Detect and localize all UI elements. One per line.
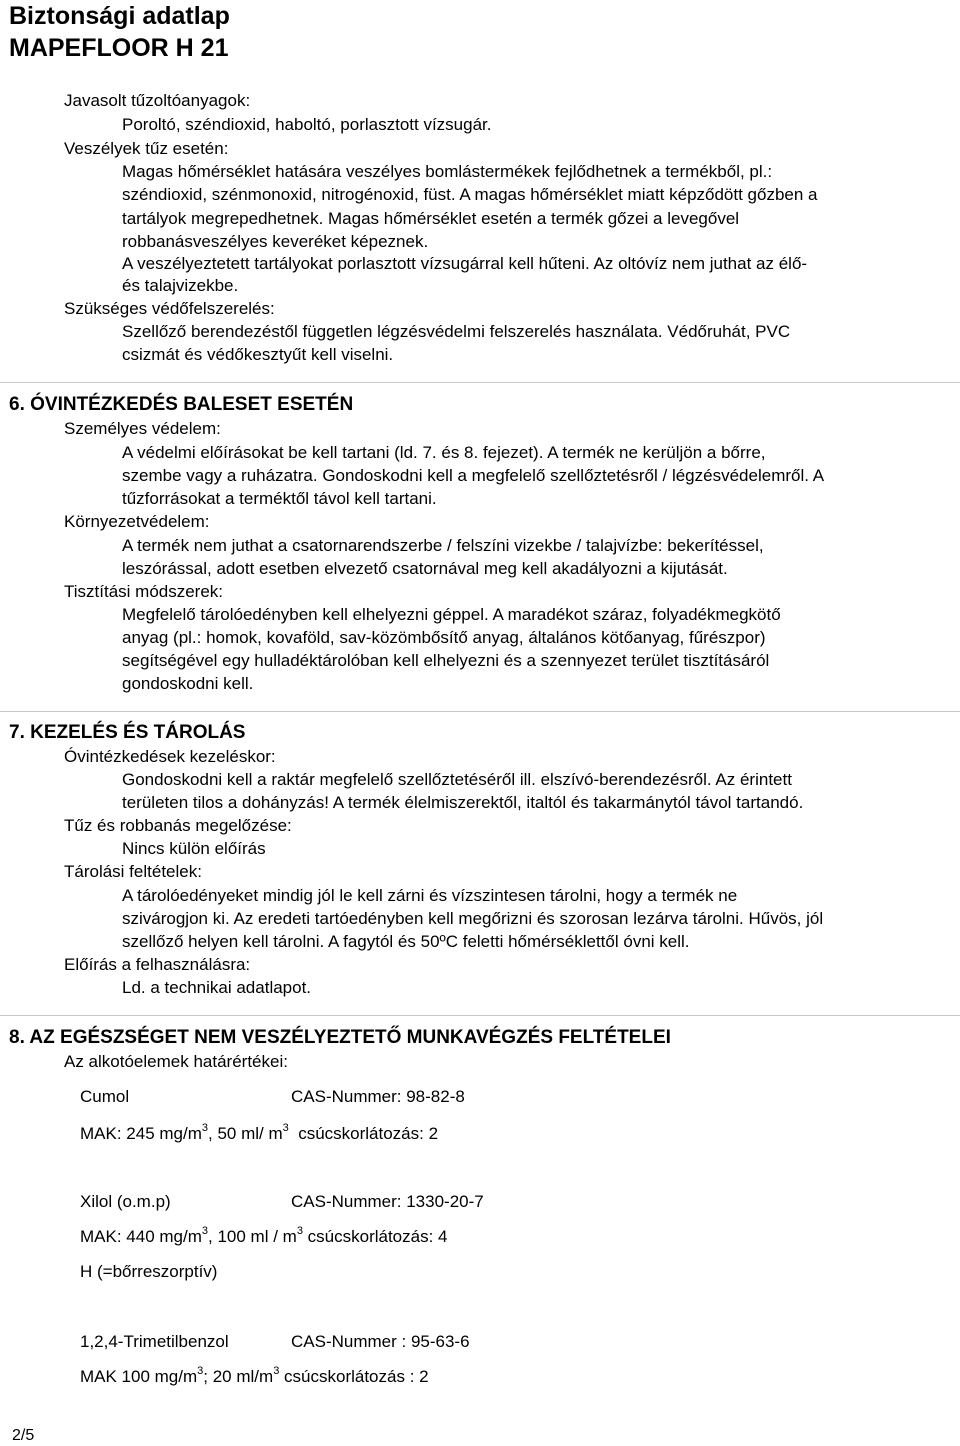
handling-precautions-line: területen tilos a dohányzás! A termék élelmiszerektől, italtól és takarmánytól távol tartandó. bbox=[122, 793, 804, 812]
fire-hazards-line: robbanásveszélyes keveréket képeznek. bbox=[122, 232, 429, 251]
section-8-title: 8. AZ EGÉSZSÉGET NEM VESZÉLYEZTETŐ MUNKAVÉGZÉS FELTÉTELEI bbox=[9, 1027, 671, 1048]
handling-precautions-line: Gondoskodni kell a raktár megfelelő szellőztetéséről ill. elszívó-berendezésről. Az érintett bbox=[122, 770, 792, 789]
fire-hazards-line: és talajvizekbe. bbox=[122, 276, 239, 295]
protective-equipment-line: Szellőző berendezéstől független légzésvédelmi felszerelés használata. Védőruhát, PVC bbox=[122, 322, 791, 341]
protective-equipment-label: Szükséges védőfelszerelés: bbox=[64, 299, 275, 318]
cleaning-methods-line: Megfelelő tárolóedényben kell elhelyezni géppel. A maradékot száraz, folyadékmegkötő bbox=[122, 605, 781, 624]
chemical-cas: CAS-Nummer: 1330-20-7 bbox=[291, 1192, 484, 1211]
chemical-name: Cumol bbox=[80, 1087, 130, 1106]
section-6-title: 6. ÓVINTÉZKEDÉS BALESET ESETÉN bbox=[9, 394, 354, 415]
section-7-title: 7. KEZELÉS ÉS TÁROLÁS bbox=[9, 722, 246, 743]
fire-hazards-label: Veszélyek tűz esetén: bbox=[64, 139, 229, 158]
personal-protection-label: Személyes védelem: bbox=[64, 419, 221, 438]
handling-precautions-label: Óvintézkedések kezeléskor: bbox=[64, 747, 276, 766]
storage-conditions-line: A tárolóedényeket mindig jól le kell zárni és vízszintesen tárolni, hogy a termék ne bbox=[122, 886, 738, 905]
personal-protection-line: A védelmi előírásokat be kell tartani (ld. 7. és 8. fejezet). A termék ne kerüljön a bőrre, bbox=[122, 443, 766, 462]
chemical-cas: CAS-Nummer : 95-63-6 bbox=[291, 1332, 470, 1351]
fire-hazards-line: tartályok megrepedhetnek. Magas hőmérséklet esetén a termék gőzei a levegővel bbox=[122, 209, 740, 228]
cleaning-methods-line: gondoskodni kell. bbox=[122, 674, 254, 693]
cleaning-methods-line: segítségével egy hulladéktárolóban kell elhelyezni és a szennyezet terület tisztításáról bbox=[122, 651, 770, 670]
product-name: MAPEFLOOR H 21 bbox=[9, 34, 229, 62]
storage-conditions-line: szivárogjon ki. Az eredeti tartóedényben kell megőrizni és szorosan lezárva tárolni. Hűvös, jól bbox=[122, 909, 824, 928]
document-title: Biztonsági adatlap bbox=[9, 2, 230, 30]
document-header bbox=[9, 0, 230, 64]
chemical-mak: MAK 100 $mg/m^3$; 20 $ml/m^3$ csúcskorlátozás : 2 bbox=[80, 1365, 429, 1386]
storage-conditions-label: Tárolási feltételek: bbox=[64, 862, 202, 881]
chemical-note: H (=bőrreszorptív) bbox=[80, 1262, 218, 1281]
chemical-cas: CAS-Nummer: 98-82-8 bbox=[291, 1087, 465, 1106]
usage-instructions-label: Előírás a felhasználásra: bbox=[64, 955, 251, 974]
cleaning-methods-line: anyag (pl.: homok, kovaföld, sav-közömbősítő anyag, általános kötőanyag, fűrészpor) bbox=[122, 628, 766, 647]
fire-hazards-line: széndioxid, szénmonoxid, nitrogénoxid, füst. A magas hőmérséklet miatt képződött gőzben a bbox=[122, 185, 818, 204]
environmental-line: A termék nem juthat a csatornarendszerbe / felszíni vizekbe / talajvízbe: bekerítéssel, bbox=[122, 536, 764, 555]
environmental-line: leszórással, adott esetben elvezető csatornával meg kell akadályozni a kijutását. bbox=[122, 559, 728, 578]
fire-prevention-line: Nincs külön előírás bbox=[122, 839, 266, 858]
extinguishing-text: Poroltó, széndioxid, haboltó, porlasztott vízsugár. bbox=[122, 115, 492, 134]
personal-protection-line: tűzforrásokat a terméktől távol kell tartani. bbox=[122, 489, 437, 508]
section-divider bbox=[0, 711, 960, 712]
chemical-name: Xilol (o.m.p) bbox=[80, 1192, 171, 1211]
fire-hazards-line: A veszélyeztetett tartályokat porlasztott vízsugárral kell hűteni. Az oltóvíz nem juthat az élő- bbox=[122, 254, 808, 273]
chemical-mak: MAK: 245 $mg/m^3$, 50 ml/ $m^3$ csúcskorlátozás: 2 bbox=[80, 1122, 439, 1143]
page-number: 2/5 bbox=[12, 1427, 35, 1444]
storage-conditions-line: szellőző helyen kell tárolni. A fagytól és 50ºC feletti hőmérséklettől óvni kell. bbox=[122, 932, 690, 951]
extinguishing-label: Javasolt tűzoltóanyagok: bbox=[64, 91, 251, 110]
cleaning-methods-label: Tisztítási módszerek: bbox=[64, 582, 224, 601]
section-divider bbox=[0, 1015, 960, 1016]
chemical-name: 1,2,4-Trimetilbenzol bbox=[80, 1332, 229, 1351]
environmental-label: Környezetvédelem: bbox=[64, 512, 210, 531]
protective-equipment-line: csizmát és védőkesztyűt kell viselni. bbox=[122, 345, 394, 364]
chemical-mak: MAK: 440 $mg/m^3$, 100 ml / $m^3$ csúcskorlátozás: 4 bbox=[80, 1225, 448, 1246]
fire-prevention-label: Tűz és robbanás megelőzése: bbox=[64, 816, 292, 835]
usage-instructions-line: Ld. a technikai adatlapot. bbox=[122, 978, 312, 997]
personal-protection-line: szembe vagy a ruházatra. Gondoskodni kell a megfelelő szellőztetésről / légzésvédelemről. A bbox=[122, 466, 825, 485]
fire-hazards-line: Magas hőmérséklet hatására veszélyes bomlástermékek fejlődhetnek a termékből, pl.: bbox=[122, 162, 773, 181]
section-divider bbox=[0, 382, 960, 383]
limit-values-label: Az alkotóelemek határértékei: bbox=[64, 1052, 288, 1071]
